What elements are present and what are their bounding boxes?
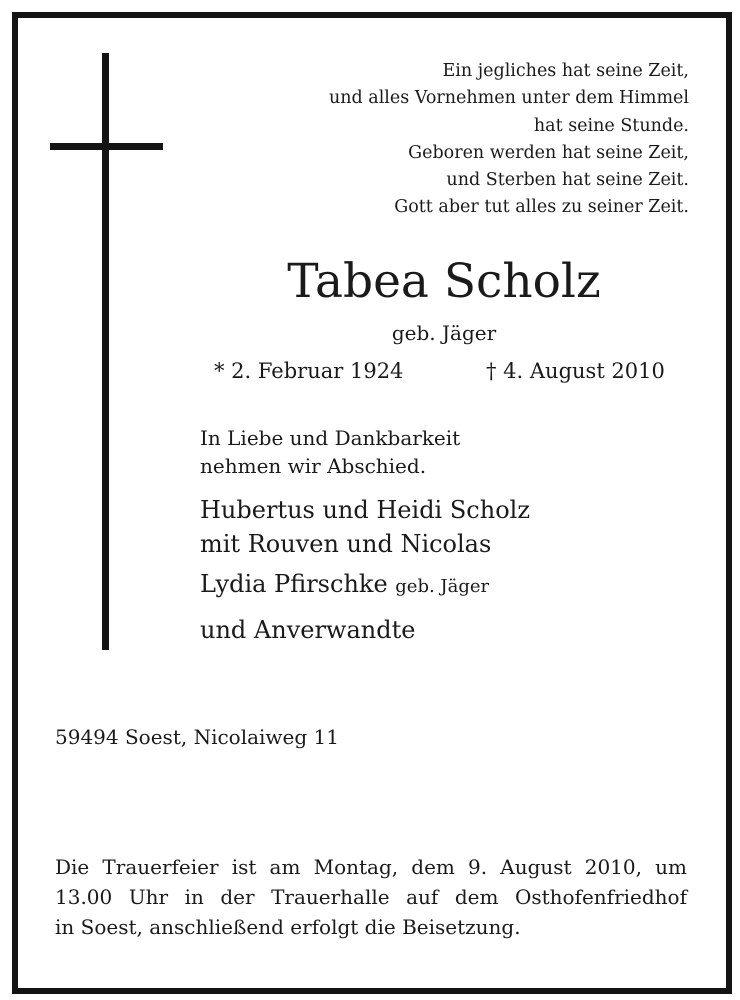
death-date: † 4. August 2010	[486, 359, 665, 383]
farewell-text	[200, 424, 460, 480]
birth-date: * 2. Februar 1924	[214, 359, 404, 383]
verse-line: und Sterben hat seine Zeit.	[446, 170, 689, 191]
mourner-line: und Anverwandte	[200, 616, 416, 644]
mourners-list	[200, 493, 530, 650]
verse-line: und alles Vornehmen unter dem Himmel	[328, 88, 689, 109]
mourner-line	[200, 561, 530, 610]
verse-line: Gott aber tut alles zu seiner Zeit.	[394, 197, 689, 218]
address: 59494 Soest, Nicolaiweg 11	[55, 725, 339, 749]
verse-line: Geboren werden hat seine Zeit,	[408, 142, 689, 163]
bible-verse	[329, 58, 689, 222]
funeral-info	[55, 852, 687, 942]
funeral-line: Die Trauerfeier ist am Montag, dem 9. August 2010, um	[55, 855, 687, 879]
mourner-line: mit Rouven und Nicolas	[200, 530, 492, 558]
funeral-line: in Soest, anschließend erfolgt die Beisetzung.	[55, 915, 521, 939]
farewell-line: nehmen wir Abschied.	[200, 454, 427, 478]
mourner-maiden-note: geb. Jäger	[395, 576, 490, 597]
funeral-line: 13.00 Uhr in der Trauerhalle auf dem Osthofenfriedhof	[55, 885, 687, 909]
verse-line: hat seine Stunde.	[533, 115, 689, 136]
deceased-maiden-name: geb. Jäger	[391, 321, 497, 345]
deceased-name: Tabea Scholz	[287, 254, 601, 309]
verse-line: Ein jegliches hat seine Zeit,	[442, 61, 689, 81]
cross-icon-bar	[50, 143, 163, 150]
mourner-line: Hubertus und Heidi Scholz	[200, 496, 530, 524]
mourner-name: Lydia Pfirschke	[200, 570, 388, 598]
farewell-line: In Liebe und Dankbarkeit	[200, 426, 461, 450]
